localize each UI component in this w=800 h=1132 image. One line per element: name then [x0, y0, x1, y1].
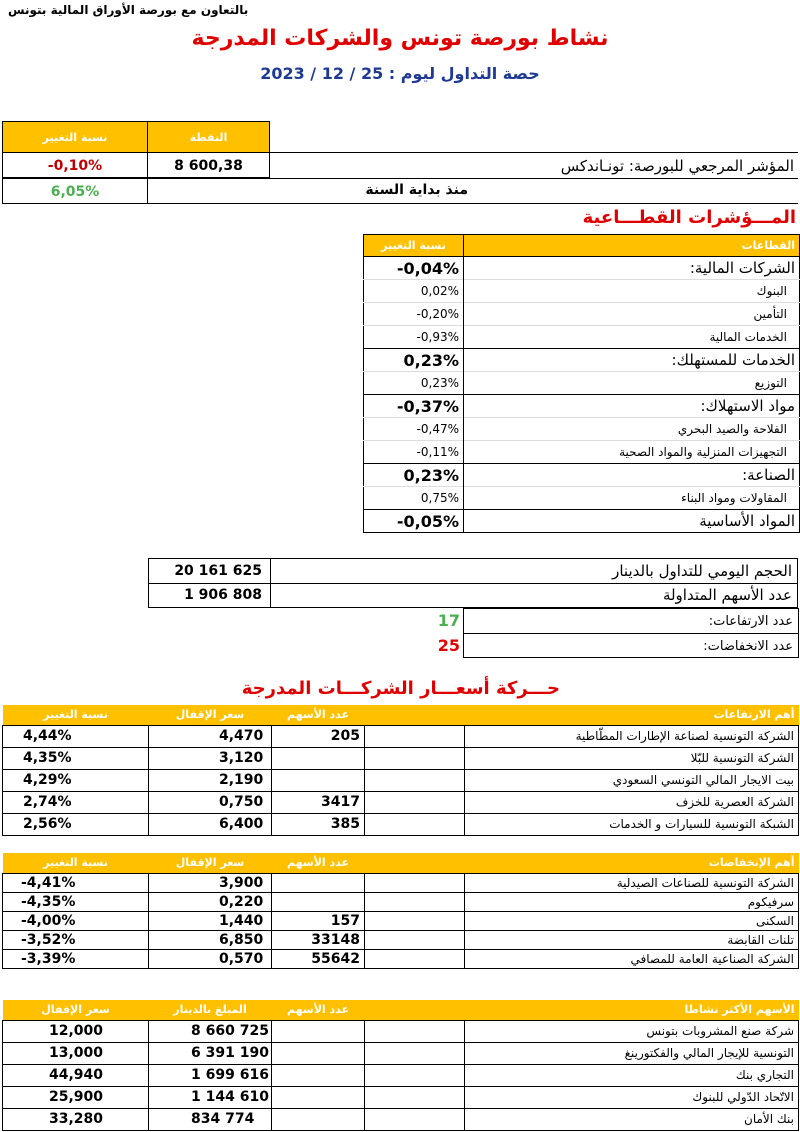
row-name: سرفيكوم: [465, 892, 799, 911]
table-row: [3, 791, 799, 813]
row-shares: 385: [272, 813, 365, 835]
row-shares: [272, 1020, 365, 1042]
row-shares: [272, 747, 365, 769]
row-name: الاتّحاد الدّولي للبنوك: [465, 1086, 799, 1108]
row-shares: [272, 873, 365, 892]
row-name: التونسية للإيجار المالي والفكتورينغ: [465, 1042, 799, 1064]
row-spacer: [365, 813, 465, 835]
row-change: -4,41%: [3, 873, 149, 892]
sector-row: [364, 464, 800, 487]
sector-name: التأمين: [464, 303, 800, 326]
row-shares: 33148: [272, 930, 365, 949]
row-name: بنك الأمان: [465, 1108, 799, 1130]
sectors-table: [363, 234, 800, 533]
row-spacer: [365, 791, 465, 813]
row-name: الشبكة التونسية للسيارات و الخدمات: [465, 813, 799, 835]
row-close: 3,900: [149, 873, 272, 892]
sector-row: [364, 510, 800, 533]
sector-change: -0,37%: [364, 395, 464, 418]
table-row: [3, 1086, 799, 1108]
gainers-col-change: نسبة التغيير: [43, 708, 108, 722]
gainers-count: 17: [437, 611, 460, 630]
losers-col-change: نسبة التغيير: [43, 856, 108, 870]
active-col-shares: عدد الأسهم: [286, 1003, 349, 1017]
col-header-change: نسبة التغيير: [2, 121, 148, 153]
losers-col-shares: عدد الأسهم: [286, 856, 349, 870]
daily-volume-value: 20 161 625: [174, 563, 262, 579]
sector-name: الخدمات للمستهلك:: [464, 349, 800, 372]
row-name: تلنات القابضة: [465, 930, 799, 949]
row-spacer: [365, 1020, 465, 1042]
gainers-col-shares: عدد الأسهم: [286, 708, 349, 722]
row-shares: [272, 1064, 365, 1086]
row-shares: [272, 1108, 365, 1130]
sector-name: الشركات المالية:: [464, 257, 800, 280]
row-change: 2,56%: [3, 813, 149, 835]
sector-name: الصناعة:: [464, 464, 800, 487]
row-spacer: [365, 911, 465, 930]
sector-change: -0,11%: [364, 441, 464, 464]
row-amount: 8 660 725: [149, 1020, 272, 1042]
row-spacer: [365, 930, 465, 949]
row-close: 0,220: [149, 892, 272, 911]
sector-name: التوزيع: [464, 372, 800, 395]
losers-col-name: أهم الإنخفاضات: [708, 856, 795, 870]
row-change: 4,44%: [3, 725, 149, 747]
table-row: [3, 813, 799, 835]
sector-change: -0,04%: [364, 257, 464, 280]
ytd-label: منذ بداية السنة: [148, 178, 798, 204]
sector-name: البنوك: [464, 280, 800, 303]
page-title: نشاط بورصة تونس والشركات المدرجة: [191, 26, 609, 51]
row-close: 13,000: [3, 1042, 149, 1064]
row-shares: [272, 1042, 365, 1064]
row-shares: 205: [272, 725, 365, 747]
sector-row: [364, 280, 800, 303]
sector-row: [364, 487, 800, 510]
session-date: حصة التداول ليوم : 25 / 12 / 2023: [260, 64, 540, 83]
sector-change: -0,20%: [364, 303, 464, 326]
shares-traded-value: 1 906 808: [184, 587, 262, 603]
row-shares: 3417: [272, 791, 365, 813]
sector-change: -0,05%: [364, 510, 464, 533]
active-col-amount: المبلغ بالدينار: [173, 1003, 247, 1017]
table-row: [3, 725, 799, 747]
losers-label: عدد الانخفاضات:: [703, 639, 793, 654]
table-row: [3, 1042, 799, 1064]
sector-row: [364, 441, 800, 464]
row-spacer: [365, 873, 465, 892]
row-close: 6,850: [149, 930, 272, 949]
sectors-title: المـــؤشرات القطـــاعية: [582, 207, 796, 228]
shares-traded-label: عدد الأسهم المتداولة: [662, 586, 792, 604]
index-value: 8 600,38: [147, 152, 270, 178]
gainers-table: [2, 705, 799, 836]
row-change: 2,74%: [3, 791, 149, 813]
row-amount: 1 699 616: [149, 1064, 272, 1086]
row-close: 4,470: [149, 725, 272, 747]
row-change: 4,35%: [3, 747, 149, 769]
row-change: 4,29%: [3, 769, 149, 791]
row-name: الشركة الصناعية العامة للمصافي: [465, 949, 799, 968]
row-close: 33,280: [3, 1108, 149, 1130]
sector-name: التجهيزات المنزلية والمواد الصحية: [464, 441, 800, 464]
divider: [270, 558, 271, 608]
sector-row: [364, 418, 800, 441]
row-name: التجاري بنك: [465, 1064, 799, 1086]
sector-change: 0,02%: [364, 280, 464, 303]
row-name: الشركة التونسية للصناعات الصيدلية: [465, 873, 799, 892]
sector-change: -0,93%: [364, 326, 464, 349]
row-amount: 834 774: [149, 1108, 272, 1130]
row-name: الشركة التونسية لصناعة الإطارات المطّاطية: [465, 725, 799, 747]
row-spacer: [365, 747, 465, 769]
sector-change: 0,23%: [364, 372, 464, 395]
row-change: -4,35%: [3, 892, 149, 911]
active-col-close: سعر الإقفال: [41, 1003, 110, 1017]
losers-count: 25: [437, 636, 460, 655]
table-row: [3, 747, 799, 769]
table-row: [3, 949, 799, 968]
movers-title: حـــركة أسعـــار الشركـــات المدرجة: [241, 678, 560, 699]
sectors-col-change: نسبة التغيير: [364, 235, 464, 257]
active-col-name: الأسهم الأكثر نشاطا: [684, 1003, 795, 1017]
row-close: 6,400: [149, 813, 272, 835]
row-spacer: [365, 1086, 465, 1108]
row-name: السكنى: [465, 911, 799, 930]
sectors-col-name: القطاعات: [464, 235, 800, 257]
row-name: بيت الايجار المالي التونسي السعودي: [465, 769, 799, 791]
sector-row: [364, 395, 800, 418]
sector-row: [364, 303, 800, 326]
row-close: 3,120: [149, 747, 272, 769]
row-name: شركة صنع المشروبات بتونس: [465, 1020, 799, 1042]
divider: [463, 633, 799, 634]
sector-name: المقاولات ومواد البناء: [464, 487, 800, 510]
row-spacer: [365, 1064, 465, 1086]
row-close: 44,940: [3, 1064, 149, 1086]
row-amount: 6 391 190: [149, 1042, 272, 1064]
row-change: -3,52%: [3, 930, 149, 949]
row-shares: [272, 892, 365, 911]
sector-change: -0,47%: [364, 418, 464, 441]
row-spacer: [365, 1042, 465, 1064]
sector-change: 0,23%: [364, 349, 464, 372]
table-row: [3, 1064, 799, 1086]
table-row: [3, 930, 799, 949]
row-spacer: [365, 892, 465, 911]
row-spacer: [365, 769, 465, 791]
row-name: الشركة العصرية للخزف: [465, 791, 799, 813]
table-row: [3, 873, 799, 892]
ytd-change: 6,05%: [2, 178, 148, 204]
table-row: [3, 1108, 799, 1130]
table-row: [3, 892, 799, 911]
row-close: 0,750: [149, 791, 272, 813]
sector-row: [364, 372, 800, 395]
gainers-col-close: سعر الإقفال: [175, 708, 245, 722]
table-row: [3, 1020, 799, 1042]
row-shares: 55642: [272, 949, 365, 968]
gainers-col-name: أهم الارتفاعات: [713, 708, 795, 722]
index-change: -0,10%: [2, 152, 148, 178]
row-close: 0,570: [149, 949, 272, 968]
row-spacer: [365, 725, 465, 747]
losers-col-close: سعر الإقفال: [175, 856, 245, 870]
row-change: -4,00%: [3, 911, 149, 930]
index-label: المؤشر المرجعي للبورصة: تونـاندكس: [270, 152, 798, 178]
row-change: -3,39%: [3, 949, 149, 968]
row-close: 1,440: [149, 911, 272, 930]
row-close: 25,900: [3, 1086, 149, 1108]
row-close: 2,190: [149, 769, 272, 791]
most-active-table: [2, 1000, 799, 1131]
gainers-label: عدد الارتفاعات:: [708, 614, 793, 629]
table-row: [3, 769, 799, 791]
sector-name: مواد الاستهلاك:: [464, 395, 800, 418]
table-row: [3, 911, 799, 930]
col-header-point: النقطة: [147, 121, 270, 153]
sector-change: 0,75%: [364, 487, 464, 510]
row-close: 12,000: [3, 1020, 149, 1042]
row-name: الشركة التونسية للبّلا: [465, 747, 799, 769]
sector-change: 0,23%: [364, 464, 464, 487]
row-spacer: [365, 949, 465, 968]
row-shares: [272, 1086, 365, 1108]
daily-volume-label: الحجم اليومي للتداول بالدينار: [612, 562, 792, 580]
losers-table: [2, 853, 799, 969]
partnership-note: بالتعاون مع بورصة الأوراق المالية بتونس: [8, 3, 249, 17]
sector-row: [364, 326, 800, 349]
sector-row: [364, 349, 800, 372]
row-shares: 157: [272, 911, 365, 930]
row-spacer: [365, 1108, 465, 1130]
sector-name: الفلاحة والصيد البحري: [464, 418, 800, 441]
row-amount: 1 144 610: [149, 1086, 272, 1108]
sector-name: الخدمات المالية: [464, 326, 800, 349]
sector-name: المواد الأساسية: [464, 510, 800, 533]
row-shares: [272, 769, 365, 791]
sector-row: [364, 257, 800, 280]
